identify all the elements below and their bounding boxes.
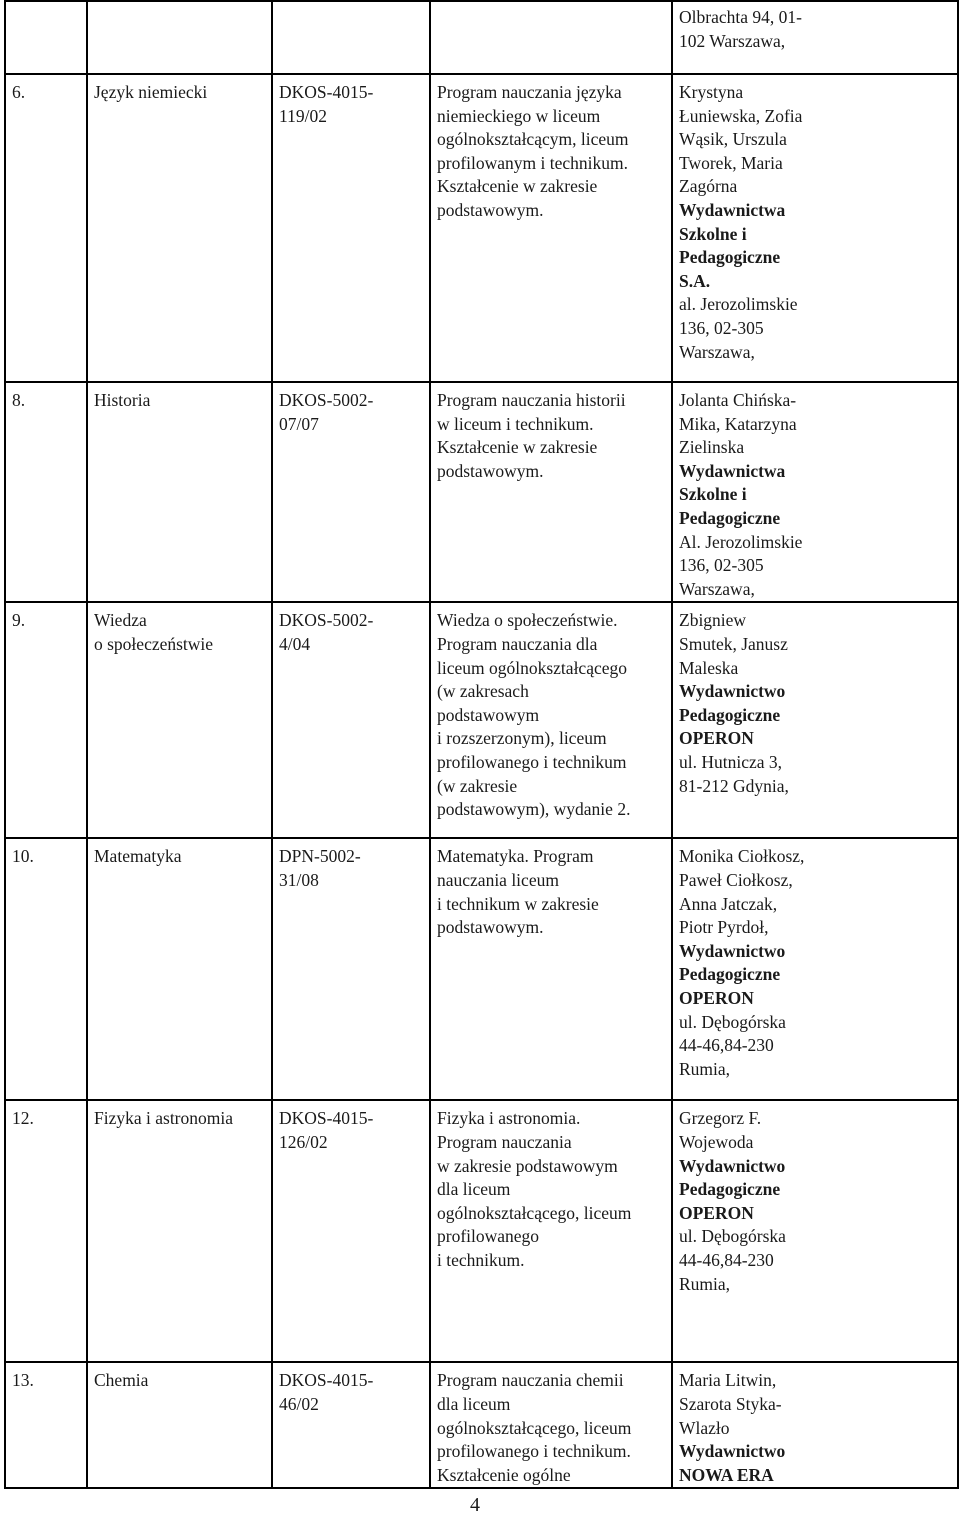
subject-line: Wiedza — [94, 610, 147, 631]
code-line: 46/02 — [279, 1393, 319, 1414]
authors-line: 136, 02-305 — [679, 317, 764, 338]
authors-cell — [672, 382, 958, 602]
program-line: dla liceum — [437, 1393, 511, 1414]
authors-line: Warszawa, — [679, 578, 755, 599]
subject-cell — [87, 1100, 272, 1362]
publisher-line: Wydawnictwo — [679, 681, 786, 702]
code-line: 07/07 — [279, 413, 319, 434]
authors-line: Maleska — [679, 657, 739, 678]
subject-line: Język niemiecki — [94, 82, 208, 102]
program-cell — [430, 1, 672, 74]
authors-cell — [672, 602, 958, 838]
subject-line: Chemia — [94, 1370, 149, 1391]
program-line: podstawowym), wydanie 2. — [437, 799, 631, 820]
authors-line: 136, 02-305 — [679, 555, 764, 576]
publisher-line: Pedagogiczne — [679, 1179, 781, 1200]
program-cell — [430, 1362, 672, 1488]
program-line: ogólnokształcącego, liceum — [437, 1417, 632, 1438]
row-number — [5, 1100, 87, 1362]
program-line: Wiedza o społeczeństwie. — [437, 610, 618, 631]
program-line: (w zakresach — [437, 681, 529, 702]
program-cell — [430, 1100, 672, 1362]
program-line: (w zakresie — [437, 775, 518, 796]
publisher-line: OPERON — [679, 728, 754, 749]
table-row — [5, 602, 958, 838]
program-line: nauczania liceum — [437, 869, 559, 890]
subject-cell — [87, 1362, 272, 1488]
authors-line: Wąsik, Urszula — [679, 129, 787, 150]
authors-line: Mika, Katarzyna — [679, 413, 797, 434]
publisher-line: Pedagogiczne — [679, 964, 781, 985]
code-cell — [272, 838, 430, 1100]
authors-line: Łuniewska, Zofia — [679, 105, 803, 126]
program-line: profilowanego i technikum. — [437, 1441, 631, 1462]
authors-line: Grzegorz F. — [679, 1108, 762, 1129]
program-cell — [430, 602, 672, 838]
program-cell — [430, 838, 672, 1100]
authors-line: Olbrachta 94, 01- — [679, 7, 802, 27]
authors-line: Maria Litwin, — [679, 1370, 777, 1391]
publisher-line: OPERON — [679, 987, 754, 1008]
program-line: Program nauczania historii — [437, 390, 626, 410]
program-cell — [430, 74, 672, 382]
publisher-line: Wydawnictwa — [679, 199, 786, 220]
authors-line: Wojewoda — [679, 1131, 754, 1152]
subject-cell — [87, 602, 272, 838]
program-line: Program nauczania dla — [437, 633, 598, 654]
program-line: ogólnokształcącego, liceum — [437, 1202, 632, 1223]
authors-line: Rumia, — [679, 1273, 731, 1294]
publisher-line: OPERON — [679, 1202, 754, 1223]
row-number-text: 8. — [12, 390, 26, 410]
table-row — [5, 382, 958, 602]
code-cell — [272, 1100, 430, 1362]
authors-line: Tworek, Maria — [679, 152, 783, 173]
publisher-line: Szkolne i — [679, 223, 747, 244]
program-line: profilowanego — [437, 1226, 540, 1247]
authors-line: Krystyna — [679, 82, 744, 102]
code-line: DPN-5002- — [279, 846, 361, 867]
code-cell — [272, 1, 430, 74]
subject-line: o społeczeństwie — [94, 633, 214, 654]
authors-line: 81-212 Gdynia, — [679, 775, 789, 796]
code-line: 31/08 — [279, 869, 319, 890]
authors-line: Piotr Pyrdoł, — [679, 917, 769, 938]
program-line: niemieckiego w liceum — [437, 105, 601, 126]
code-cell — [272, 1362, 430, 1488]
authors-cell — [672, 1362, 958, 1488]
authors-line: 44-46,84-230 — [679, 1035, 774, 1056]
authors-line: Wlazło — [679, 1417, 730, 1438]
subject-line: Matematyka — [94, 846, 182, 867]
program-line: w zakresie podstawowym — [437, 1155, 618, 1176]
program-line: profilowanego i technikum — [437, 751, 627, 772]
table-row — [5, 1, 958, 74]
program-line: Program nauczania — [437, 1131, 572, 1152]
publisher-line: NOWA ERA — [679, 1464, 774, 1485]
row-number — [5, 74, 87, 382]
authors-line: Smutek, Janusz — [679, 633, 788, 654]
curriculum-table — [4, 0, 959, 1489]
row-number-text: 12. — [12, 1108, 34, 1129]
program-line: Fizyka i astronomia. — [437, 1108, 581, 1129]
code-cell — [272, 602, 430, 838]
code-line: DKOS-5002- — [279, 390, 374, 410]
code-line: 119/02 — [279, 105, 327, 126]
page-number: 4 — [470, 1494, 480, 1516]
code-line: DKOS-4015- — [279, 82, 374, 102]
authors-cell — [672, 1, 958, 74]
program-line: podstawowym. — [437, 199, 544, 220]
code-line: 4/04 — [279, 633, 311, 654]
row-number — [5, 1, 87, 74]
code-line: DKOS-4015- — [279, 1108, 374, 1129]
row-number — [5, 602, 87, 838]
authors-line: 44-46,84-230 — [679, 1249, 774, 1270]
program-line: liceum ogólnokształcącego — [437, 657, 627, 678]
authors-line: Zielinska — [679, 437, 745, 458]
program-line: podstawowym. — [437, 917, 544, 938]
program-line: Program nauczania chemii — [437, 1370, 624, 1391]
program-line: ogólnokształcącym, liceum — [437, 129, 629, 150]
program-line: i technikum. — [437, 1249, 525, 1270]
authors-line: Zagórna — [679, 176, 738, 197]
publisher-line: Wydawnictwo — [679, 1155, 786, 1176]
row-number-text: 10. — [12, 846, 34, 867]
code-line: 126/02 — [279, 1131, 328, 1152]
program-line: Matematyka. Program — [437, 846, 594, 867]
authors-line: al. Jerozolimskie — [679, 294, 798, 315]
publisher-line: Wydawnictwa — [679, 460, 786, 481]
authors-line: 102 Warszawa, — [679, 30, 786, 51]
subject-line: Fizyka i astronomia — [94, 1108, 234, 1129]
authors-line: Zbigniew — [679, 610, 747, 631]
table-row — [5, 1100, 958, 1362]
publisher-line: Szkolne i — [679, 484, 747, 505]
program-line: i rozszerzonym), liceum — [437, 728, 607, 749]
authors-line: Anna Jatczak, — [679, 893, 778, 914]
row-number — [5, 838, 87, 1100]
table-row — [5, 74, 958, 382]
program-line: Program nauczania języka — [437, 82, 622, 102]
subject-line: Historia — [94, 390, 151, 410]
code-cell — [272, 74, 430, 382]
program-line: dla liceum — [437, 1179, 511, 1200]
subject-cell — [87, 382, 272, 602]
publisher-line: Wydawnictwo — [679, 940, 786, 961]
authors-line: Jolanta Chińska- — [679, 390, 797, 410]
subject-cell — [87, 74, 272, 382]
row-number-text: 13. — [12, 1370, 34, 1391]
authors-line: ul. Dębogórska — [679, 1226, 786, 1247]
subject-cell — [87, 838, 272, 1100]
publisher-line: S.A. — [679, 270, 711, 291]
authors-line: Szarota Styka- — [679, 1393, 782, 1414]
publisher-line: Pedagogiczne — [679, 507, 781, 528]
authors-line: Warszawa, — [679, 341, 755, 362]
authors-line: Rumia, — [679, 1058, 731, 1079]
program-line: w liceum i technikum. — [437, 413, 594, 434]
table-row — [5, 838, 958, 1100]
authors-line: ul. Hutnicza 3, — [679, 751, 783, 772]
program-line: Kształcenie w zakresie — [437, 437, 598, 458]
program-line: profilowanym i technikum. — [437, 152, 629, 173]
program-line: Kształcenie ogólne — [437, 1464, 571, 1485]
authors-cell — [672, 1100, 958, 1362]
program-line: Kształcenie w zakresie — [437, 176, 598, 197]
authors-line: ul. Dębogórska — [679, 1011, 786, 1032]
publisher-line: Pedagogiczne — [679, 247, 781, 268]
row-number — [5, 382, 87, 602]
row-number-text: 6. — [12, 82, 26, 102]
program-line: podstawowym — [437, 704, 540, 725]
authors-cell — [672, 74, 958, 382]
row-number — [5, 1362, 87, 1488]
code-cell — [272, 382, 430, 602]
publisher-line: Wydawnictwo — [679, 1441, 786, 1462]
program-cell — [430, 382, 672, 602]
authors-line: Monika Ciołkosz, — [679, 846, 805, 867]
authors-line: Al. Jerozolimskie — [679, 531, 803, 552]
code-line: DKOS-4015- — [279, 1370, 374, 1391]
program-line: podstawowym. — [437, 460, 544, 481]
subject-cell — [87, 1, 272, 74]
authors-cell — [672, 838, 958, 1100]
table-row — [5, 1362, 958, 1488]
authors-line: Paweł Ciołkosz, — [679, 869, 793, 890]
code-line: DKOS-5002- — [279, 610, 374, 631]
program-line: i technikum w zakresie — [437, 893, 599, 914]
publisher-line: Pedagogiczne — [679, 704, 781, 725]
row-number-text: 9. — [12, 610, 26, 631]
